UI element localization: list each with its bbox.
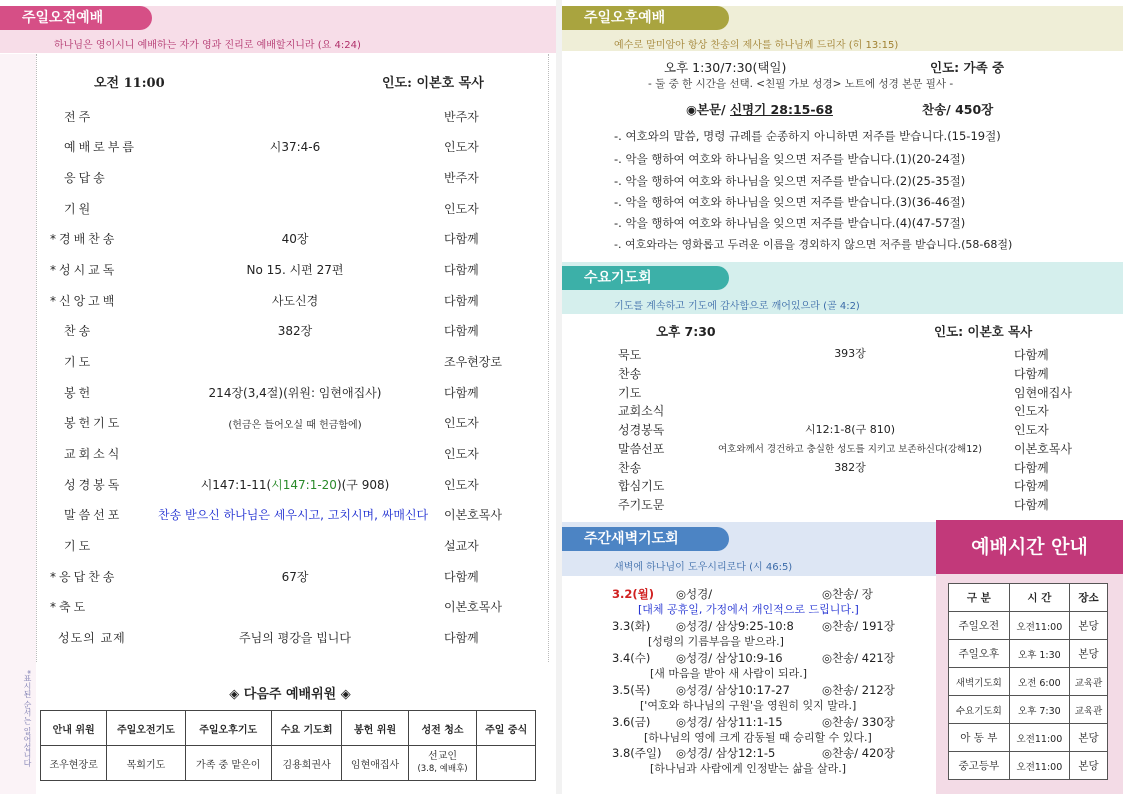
table-row	[41, 711, 536, 746]
table-cell: 본당	[1070, 752, 1108, 780]
table-cell: 가족 중 맡은이	[185, 746, 271, 781]
dawn-hymn: ◎찬송/ 191장	[822, 619, 895, 633]
order-name: 말씀선포	[64, 508, 123, 522]
morning-title: 주일오전예배	[0, 6, 152, 30]
scripture-reading	[160, 476, 430, 493]
table-cell: 오후 7:30	[1009, 696, 1069, 724]
order-by: 인도자	[1014, 404, 1049, 418]
order-name: 기도	[64, 539, 94, 553]
dawn-day: 3.5(목)	[612, 683, 651, 697]
order-by: 설교자	[444, 539, 479, 553]
order-name: 성경봉독	[64, 478, 123, 492]
dawn-title: 주간새벽기도회	[562, 527, 729, 551]
table-cell	[408, 746, 477, 781]
table-cell: 본당	[1070, 724, 1108, 752]
dawn-bible: ◎성경/	[676, 587, 713, 601]
dawn-message: [하나님과 사람에게 인정받는 삶을 살라.]	[650, 762, 847, 775]
dawn-day: 3.4(수)	[612, 651, 651, 665]
page-divider	[556, 0, 562, 794]
text-label: ◉본문/	[686, 102, 726, 117]
order-name: 응답송	[64, 171, 108, 185]
dawn-bible: ◎성경/ 삼상10:17-27	[676, 683, 790, 697]
sermon-point: -. 악을 행하여 여호와 하나님을 잊으면 저주를 받습니다.(4)(47-57절)	[614, 216, 966, 230]
order-name: *신앙고백	[50, 294, 118, 308]
dawn-message: ['여호와 하나님의 구원'을 영원히 잊지 말라.]	[640, 699, 857, 712]
wednesday-leader: 인도: 이본호 목사	[934, 324, 1033, 339]
order-content: 382장	[834, 461, 866, 474]
order-name: 성도의 교제	[58, 631, 126, 645]
table-cell: 오전 6:00	[1009, 668, 1069, 696]
order-name: 찬송	[618, 367, 642, 381]
wednesday-title: 수요기도회	[562, 266, 729, 290]
order-by: 인도자	[444, 140, 479, 154]
order-by: 이본호목사	[444, 600, 502, 614]
order-content: 여호와께서 경건하고 충실한 성도를 지키고 보존하신다(강해12)	[717, 444, 983, 455]
dawn-day: 3.6(금)	[612, 715, 651, 729]
wednesday-time: 오후 7:30	[656, 324, 716, 339]
table-row	[949, 752, 1108, 780]
reading-green: 시147:1-20	[271, 478, 337, 492]
order-by: 다함께	[444, 570, 479, 584]
afternoon-title: 주일오후예배	[562, 6, 729, 30]
dawn-message: [새 마음을 받아 새 사람이 되라.]	[650, 667, 808, 680]
table-header: 수요 기도회	[271, 711, 342, 746]
order-content: 주님의 평강을 빕니다	[239, 631, 351, 645]
order-name: 찬송	[64, 324, 94, 338]
table-row	[949, 724, 1108, 752]
dawn-day: 3.3(화)	[612, 619, 651, 633]
order-name: 교회소식	[64, 447, 123, 461]
order-content: 시12:1-8(구 810)	[805, 423, 895, 436]
order-by: 인도자	[444, 416, 479, 430]
side-note: *표시된 순서는 일어섭니다	[23, 670, 32, 768]
order-content: 40장	[281, 232, 309, 246]
order-name: *축도	[50, 600, 89, 614]
table-cell: 새벽기도회	[949, 668, 1010, 696]
table-cell	[477, 746, 536, 781]
order-name: *성시교독	[50, 263, 118, 277]
order-by: 이본호목사	[1014, 442, 1072, 456]
table-header: 안내 위원	[41, 711, 107, 746]
order-content: 사도신경	[271, 294, 319, 308]
order-name: 성경봉독	[618, 423, 665, 437]
order-name: 합심기도	[618, 479, 665, 493]
dawn-message: [대체 공휴일, 가정에서 개인적으로 드립니다.]	[638, 603, 859, 616]
order-content: 393장	[834, 347, 866, 360]
dawn-day: 3.2(월)	[612, 587, 654, 601]
dawn-hymn: ◎찬송/ 330장	[822, 715, 895, 729]
order-by: 이본호목사	[444, 508, 502, 522]
dawn-hymn: ◎찬송/ 420장	[822, 746, 895, 760]
dawn-bible: ◎성경/ 삼상9:25-10:8	[676, 619, 794, 633]
order-content: (헌금은 들어오실 때 헌금함에)	[228, 420, 362, 431]
afternoon-leader: 인도: 가족 중	[930, 60, 1005, 75]
table-row	[41, 746, 536, 781]
dawn-verse: 새벽에 하나님이 도우시리로다 (시 46:5)	[614, 562, 793, 573]
order-name: 봉헌	[64, 386, 94, 400]
order-name: 기원	[64, 202, 94, 216]
dawn-day: 3.8(주일)	[612, 746, 662, 760]
table-cell: 주일오전	[949, 612, 1010, 640]
dawn-hymn: ◎찬송/ 212장	[822, 683, 895, 697]
order-name: 봉헌기도	[64, 416, 123, 430]
order-by: 다함께	[444, 324, 479, 338]
dawn-message: [하나님의 영에 크게 감동될 때 승리할 수 있다.]	[644, 731, 872, 744]
dawn-hymn: ◎찬송/ 421장	[822, 651, 895, 665]
dawn-bible: ◎성경/ 삼상12:1-5	[676, 746, 776, 760]
order-name: 말씀선포	[618, 442, 665, 456]
order-by: 다함께	[444, 386, 479, 400]
order-name: *응답찬송	[50, 570, 118, 584]
table-cell: 교육관	[1070, 696, 1108, 724]
table-cell: 오전11:00	[1009, 752, 1069, 780]
order-name: *경배찬송	[50, 232, 118, 246]
table-cell: 조우현장로	[41, 746, 107, 781]
order-name: 예배로부름	[64, 140, 137, 154]
order-by: 인도자	[444, 202, 479, 216]
table-header: 시 간	[1009, 584, 1069, 612]
reading-tail: )(구 908)	[336, 478, 390, 492]
sermon-point: -. 악을 행하여 여호와 하나님을 잊으면 저주를 받습니다.(3)(36-46절)	[614, 195, 966, 209]
morning-verse: 하나님은 영이시니 예배하는 자가 영과 진리로 예배할지니라 (요 4:24)	[54, 40, 361, 51]
table-cell: 임현애집사	[342, 746, 408, 781]
dawn-hymn: ◎찬송/ 장	[822, 587, 873, 601]
next-week-table	[40, 710, 536, 781]
table-header: 장소	[1070, 584, 1108, 612]
order-name: 기도	[618, 386, 642, 400]
dawn-message: [성령의 기름부음을 받으라.]	[648, 635, 784, 648]
table-cell: 수요기도회	[949, 696, 1010, 724]
order-name: 주기도문	[618, 498, 665, 512]
order-by: 인도자	[1014, 423, 1049, 437]
order-name: 전주	[64, 110, 94, 124]
table-header: 성전 청소	[408, 711, 477, 746]
order-by: 인도자	[444, 478, 479, 492]
reading-main: 시147:1-11(	[200, 478, 272, 492]
table-cell: 오후 1:30	[1009, 640, 1069, 668]
order-content: No 15. 시편 27편	[246, 263, 344, 277]
next-week-title: ◈ 다음주 예배위원 ◈	[229, 687, 351, 702]
order-by: 다함께	[1014, 367, 1049, 381]
table-cell: 본당	[1070, 612, 1108, 640]
order-content: 214장(3,4절)(위원: 임현애집사)	[208, 386, 382, 400]
sermon-point: -. 여호와라는 영화롭고 두려운 이름을 경외하지 않으면 저주를 받습니다.(58-68절)	[614, 238, 1013, 251]
table-header: 주일 중식	[477, 711, 536, 746]
order-by: 조우현장로	[444, 355, 502, 369]
table-row	[949, 584, 1108, 612]
table-cell: 중고등부	[949, 752, 1010, 780]
order-name: 기도	[64, 355, 94, 369]
schedule-table	[948, 583, 1108, 780]
table-header: 봉헌 위원	[342, 711, 408, 746]
table-cell: 교육관	[1070, 668, 1108, 696]
morning-leader: 인도: 이본호 목사	[382, 76, 484, 91]
table-header: 주일오전기도	[107, 711, 185, 746]
order-by: 다함께	[444, 232, 479, 246]
table-cell: 주일오후	[949, 640, 1010, 668]
table-header: 구 분	[949, 584, 1010, 612]
text-ref: 신명기 28:15-68	[729, 102, 833, 117]
table-header: 주일오후기도	[185, 711, 271, 746]
sermon-point: -. 여호와의 말씀, 명령 규례를 순종하지 아니하면 저주를 받습니다.(15-19절)	[614, 129, 1001, 143]
order-by: 다함께	[1014, 498, 1049, 512]
order-by: 반주자	[444, 110, 479, 124]
order-by: 다함께	[1014, 461, 1049, 475]
order-content: 시37:4-6	[269, 140, 321, 154]
table-cell: 아 동 부	[949, 724, 1010, 752]
table-cell: 김용희권사	[271, 746, 342, 781]
afternoon-text	[686, 100, 833, 118]
order-content: 67장	[281, 570, 309, 584]
table-cell: 본당	[1070, 640, 1108, 668]
table-row	[949, 612, 1108, 640]
order-by: 다함께	[1014, 348, 1049, 362]
sermon-point: -. 악을 행하여 여호와 하나님을 잊으면 저주를 받습니다.(1)(20-24절)	[614, 152, 966, 166]
order-by: 다함께	[444, 631, 479, 645]
order-content: 382장	[277, 324, 313, 338]
table-row	[949, 696, 1108, 724]
order-name: 묵도	[618, 348, 642, 362]
sermon-title: 찬송 받으신 하나님은 세우시고, 고치시며, 싸매신다	[158, 508, 429, 522]
wednesday-verse: 기도를 계속하고 기도에 감사함으로 깨어있으라 (골 4:2)	[614, 301, 860, 312]
order-by: 인도자	[444, 447, 479, 461]
afternoon-time: 오후 1:30/7:30(택일)	[664, 60, 787, 75]
order-by: 임현애집사	[1014, 386, 1072, 400]
clean-when: (3.8, 예배후)	[417, 764, 468, 774]
sermon-point: -. 악을 행하여 여호와 하나님을 잊으면 저주를 받습니다.(2)(25-35절)	[614, 174, 966, 188]
table-cell: 오전11:00	[1009, 612, 1069, 640]
dawn-bible: ◎성경/ 삼상11:1-15	[676, 715, 783, 729]
order-name: 찬송	[618, 461, 642, 475]
table-row	[949, 640, 1108, 668]
table-row	[949, 668, 1108, 696]
dawn-bible: ◎성경/ 삼상10:9-16	[676, 651, 783, 665]
afternoon-note: - 둘 중 한 시간을 선택. <친필 가보 성경> 노트에 성경 본문 필사 -	[648, 78, 954, 90]
table-cell: 목회기도	[107, 746, 185, 781]
clean-who: 선교인	[428, 751, 458, 762]
order-by: 반주자	[444, 171, 479, 185]
order-by: 다함께	[1014, 479, 1049, 493]
order-name: 교회소식	[618, 404, 665, 418]
table-cell: 오전11:00	[1009, 724, 1069, 752]
schedule-title: 예배시간 안내	[936, 520, 1123, 574]
afternoon-verse: 예수로 말미암아 항상 찬송의 제사를 하나님께 드리자 (히 13:15)	[614, 40, 899, 51]
afternoon-hymn: 찬송/ 450장	[922, 102, 994, 117]
order-by: 다함께	[444, 294, 479, 308]
order-by: 다함께	[444, 263, 479, 277]
morning-time: 오전 11:00	[94, 76, 165, 91]
